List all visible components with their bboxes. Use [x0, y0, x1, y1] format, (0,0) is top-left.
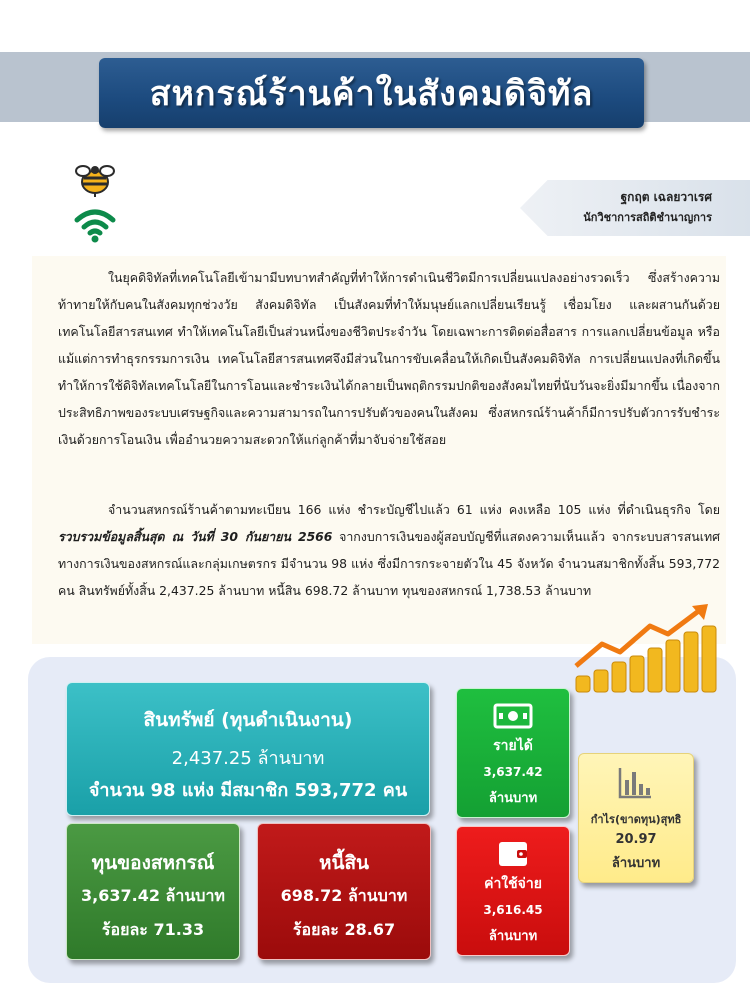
paragraph-2-emphasis: รวบรวมข้อมูลสิ้นสุด ณ วันที่ 30 กันยายน 2566: [58, 529, 333, 544]
revenue-unit: ล้านบาท: [488, 791, 538, 806]
wallet-icon: [493, 841, 533, 867]
page-title: สหกรณ์ร้านค้าในสังคมดิจิทัล: [149, 74, 594, 114]
equity-title: ทุนของสหกรณ์: [91, 852, 215, 874]
article-paragraph-1: ในยุคดิจิทัลที่เทคโนโลยีเข้ามามีบทบาทสำคัญที่ทำให้การดำเนินชีวิตมีการเปลี่ยนแปลงอย่างรวดเร็ว ซึ่งสร้างความท้าทายให้กับคนในสังคมทุกช่วงวัย สังคมดิจิทัล เป็นสังคมที่ทำให้มนุษย์แลกเปลี่ยนเรียนรู้ เชื่อมโยง และผสานกันด้วยเทคโนโลยีสารสนเทศ ทำให้เทคโนโลยีเป็นส่วนหนึ่งของชีวิตประจำวัน โดยเฉพาะการติดต่อสื่อสาร การแลกเปลี่ยนข้อมูล หรือแม้แต่การทำธุรกรรมการเงิน เทคโนโลยีสารสนเทศจึงมีส่วนในการขับเคลื่อนให้เกิดเป็นสังคมดิจิทัล การเปลี่ยนแปลงที่เกิดขึ้น ทำให้การใช้ดิจิทัลเทคโนโลยีในการโอนและชำระเงินได้กลายเป็นพฤติกรรมปกติของสังคมไทยที่นับวันจะยิ่งมีมากขึ้น เนื่องจากประสิทธิภาพของระบบเศรษฐกิจและความสามารถในการปรับตัวของคนในสังคม ซึ่งสหกรณ์ร้านค้าก็มีการปรับตัวการรับชำระเงินด้วยการโอนเงิน เพื่ออำนวยความสะดวกให้แก่ลูกค้าที่มาจับจ่ายใช้สอย: [58, 270, 720, 447]
banknote-icon: [493, 703, 533, 729]
bar-chart-icon: [617, 766, 653, 800]
assets-card: [66, 682, 430, 816]
equity-value: 3,637.42 ล้านบาท: [81, 886, 225, 905]
bee-icon: [72, 162, 118, 198]
expense-unit: ล้านบาท: [488, 929, 538, 944]
liabilities-card: [257, 823, 431, 960]
profit-value: 20.97: [615, 832, 657, 847]
equity-percent: ร้อยละ 71.33: [101, 920, 205, 939]
liabilities-percent: ร้อยละ 28.67: [292, 920, 396, 939]
assets-value: 2,437.25 ล้านบาท: [171, 748, 325, 769]
wifi-icon: [73, 208, 117, 244]
revenue-title: รายได้: [493, 738, 533, 754]
author-name: ฐกฤต เฉลยวาเรศ: [620, 190, 712, 204]
paragraph-2-body: จากงบการเงินของผู้สอบบัญชีที่แสดงความเห็นแล้ว จากระบบสารสนเทศทางการเงินของสหกรณ์และกลุ่มเกษตรกร มีจำนวน 98 แห่ง ซึ่งมีการกระจายตัวใน 45 จังหวัด จำนวนสมาชิกทั้งสิ้น 593,772 คน สินทรัพย์ทั้งสิ้น 2,437.25 ล้านบาท หนี้สิน 698.72 ล้านบาท ทุนของสหกรณ์ 1,738.53 ล้านบาท: [58, 529, 720, 598]
liabilities-value: 698.72 ล้านบาท: [280, 886, 408, 905]
revenue-card: [456, 688, 570, 818]
assets-title: สินทรัพย์ (ทุนดำเนินงาน): [143, 709, 353, 731]
liabilities-title: หนี้สิน: [318, 852, 370, 874]
growth-chart-icon: [572, 600, 722, 695]
author-position: นักวิชาการสถิติชำนาญการ: [583, 211, 712, 224]
title-banner: [99, 58, 644, 128]
profit-card: [578, 753, 694, 883]
equity-card: [66, 823, 240, 960]
article-paragraph-2: [58, 496, 720, 604]
expense-value: 3,616.45: [483, 903, 543, 917]
profit-unit: ล้านบาท: [611, 856, 661, 871]
revenue-value: 3,637.42: [483, 765, 543, 779]
expense-title: ค่าใช้จ่าย: [484, 876, 542, 892]
assets-detail: จำนวน 98 แห่ง มีสมาชิก 593,772 คน: [88, 780, 408, 801]
paragraph-2-intro: จำนวนสหกรณ์ร้านค้าตามทะเบียน 166 แห่ง ชำระบัญชีไปแล้ว 61 แห่ง คงเหลือ 105 แห่ง ที่ดำเนินธุรกิจ โดย: [108, 502, 720, 517]
expense-card: [456, 826, 570, 956]
profit-title: กำไร(ขาดทุน)สุทธิ: [590, 813, 682, 826]
